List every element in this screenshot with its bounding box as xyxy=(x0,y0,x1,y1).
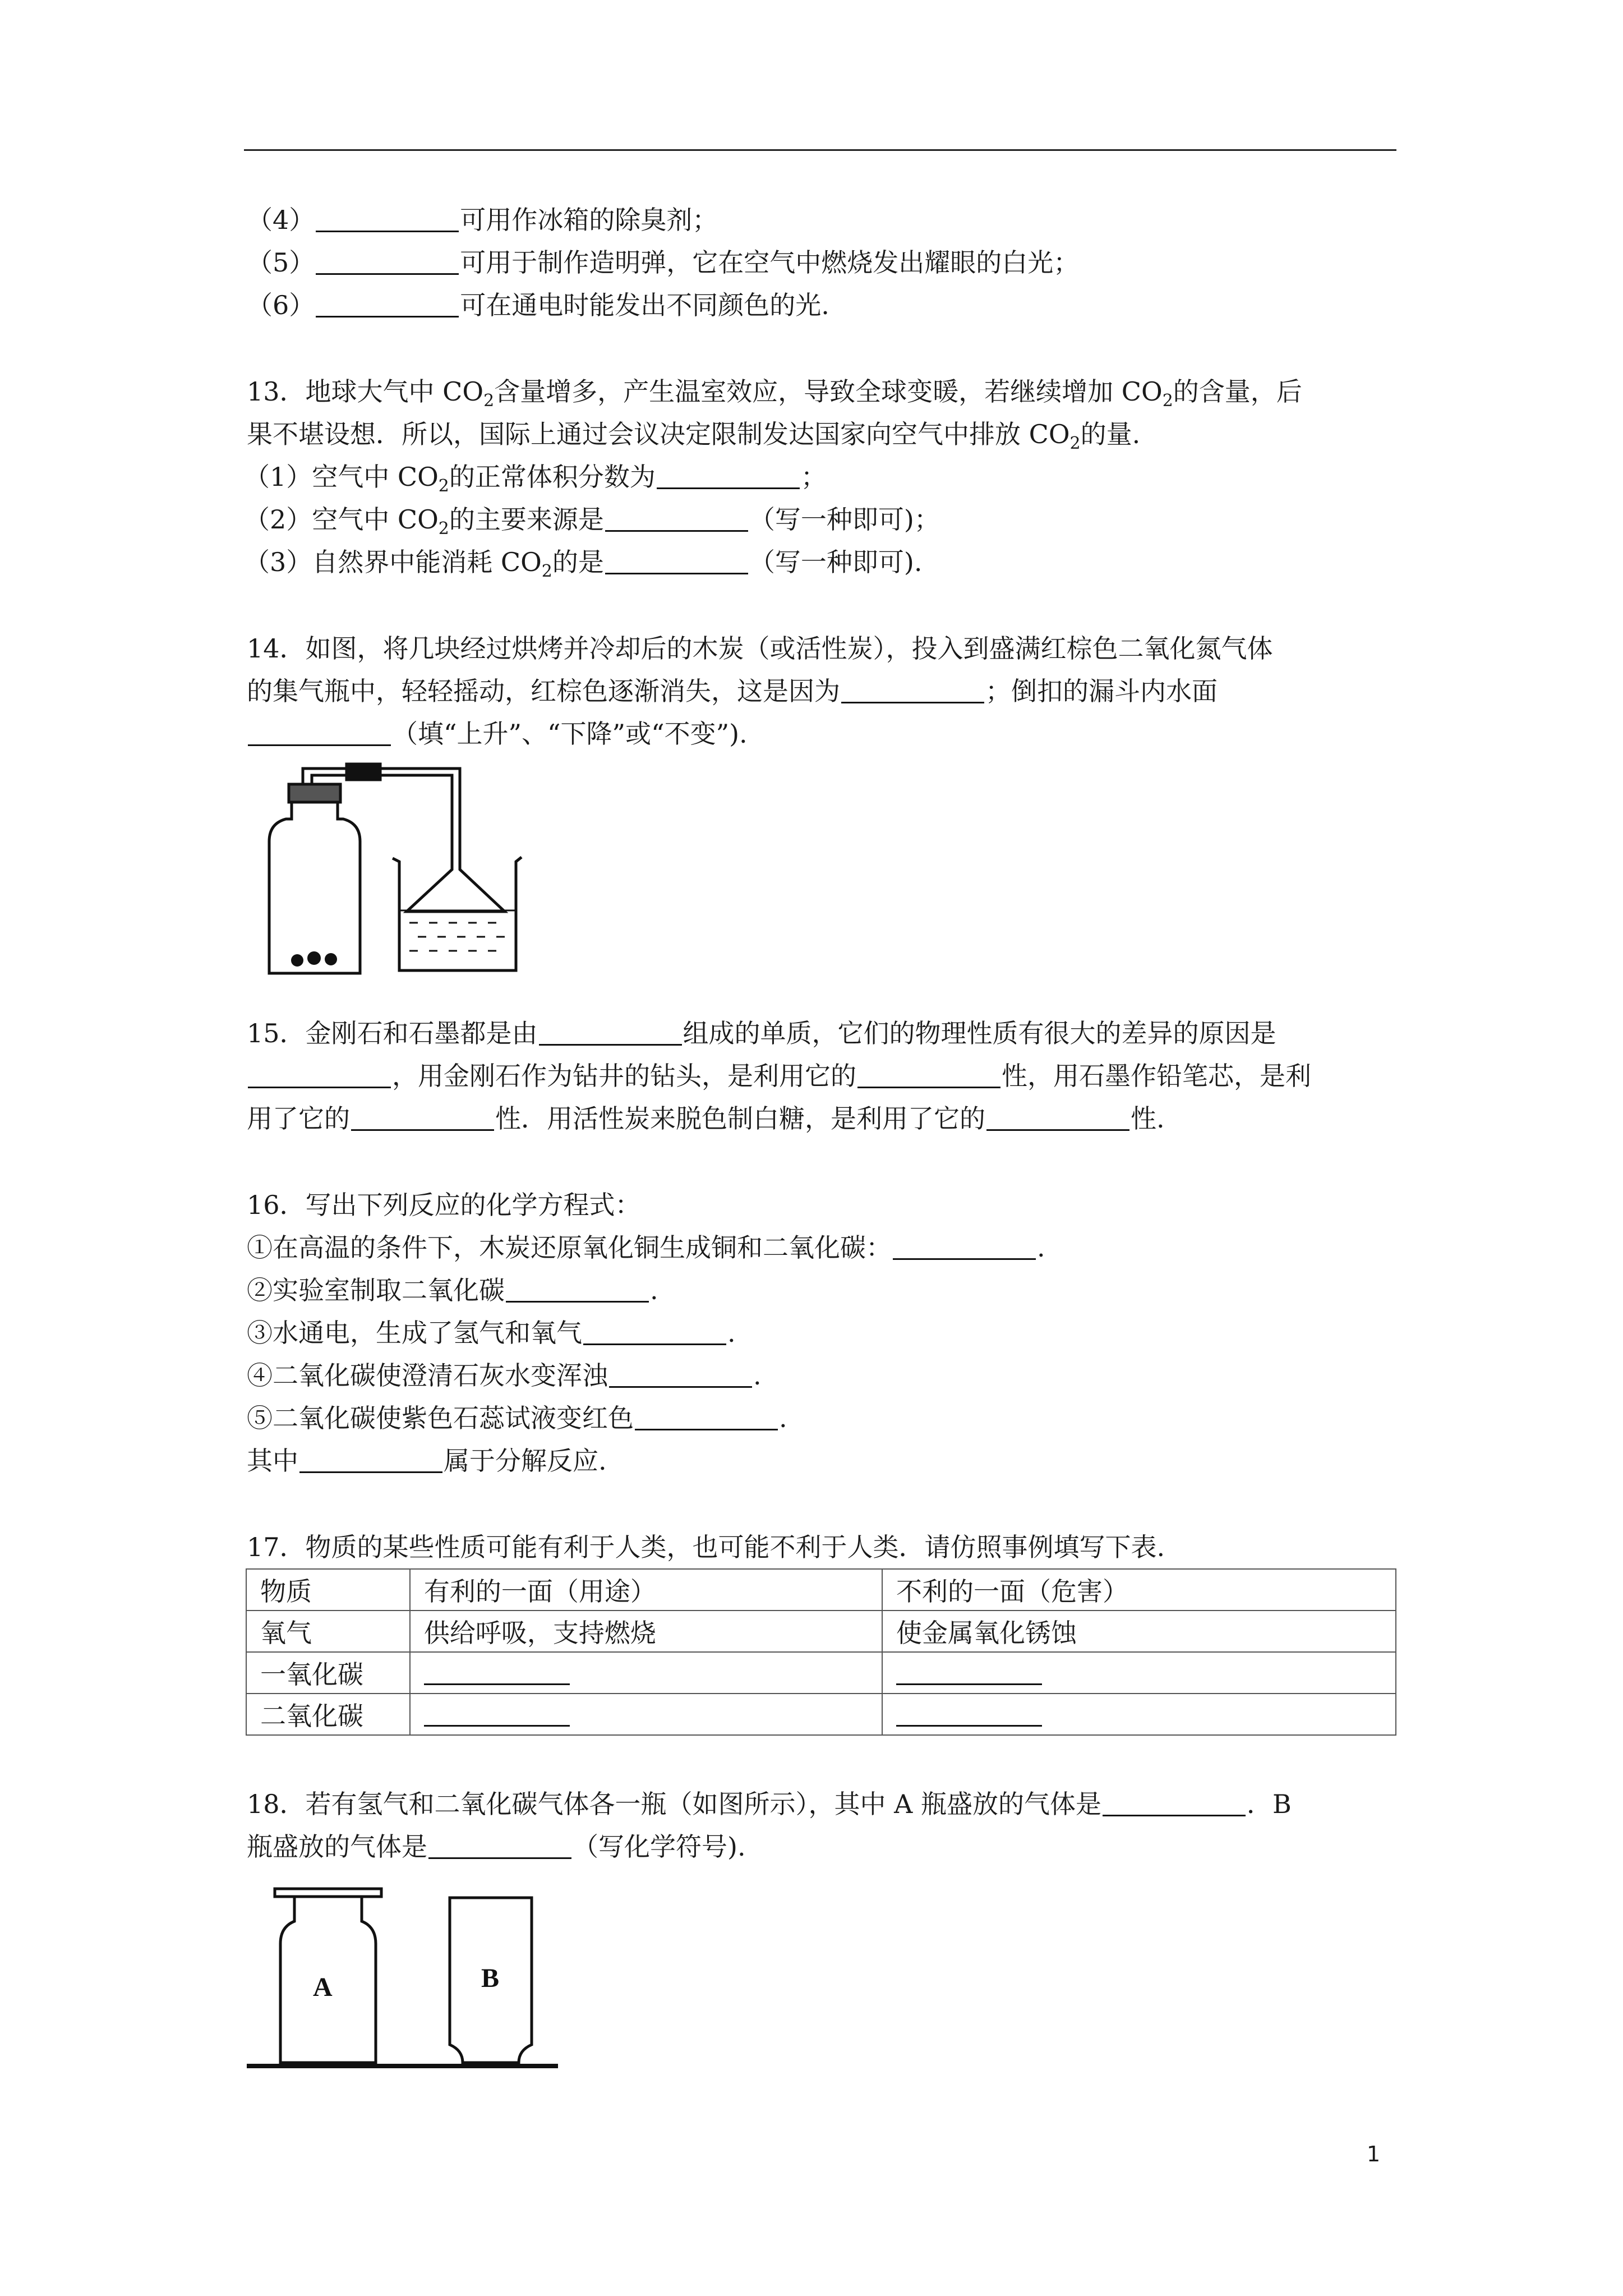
table-row xyxy=(246,1652,1396,1694)
answer-blank[interactable] xyxy=(316,290,459,318)
q16-reaction-1: ①在高温的条件下，木炭还原氧化铜生成铜和二氧化碳： . xyxy=(247,1232,1045,1263)
q15-text-line-1: 15．金刚石和石墨都是由 组成的单质，它们的物理性质有很大的差异的原因是 xyxy=(247,1018,1276,1048)
answer-blank[interactable] xyxy=(1103,1789,1246,1816)
q16-reaction-4: ④二氧化碳使澄清石灰水变浑浊 . xyxy=(247,1360,762,1391)
answer-blank[interactable] xyxy=(428,1832,571,1859)
bottle-b-label: B xyxy=(481,1963,500,1993)
page-number: 1 xyxy=(1367,2142,1381,2166)
q13-item-2: （2）空气中 $CO_2$的主要来源是 （写一种即可)； xyxy=(244,504,940,539)
q15-text-line-2: ，用金刚石作为钻井的钻头，是利用它的 性，用石墨作铅笔芯，是利 xyxy=(247,1059,1311,1093)
q18-text-line-1: 18．若有氢气和二氧化碳气体各一瓶（如图所示），其中 A 瓶盛放的气体是 ．B xyxy=(247,1789,1292,1819)
answer-blank[interactable] xyxy=(424,1661,570,1685)
answer-blank[interactable] xyxy=(896,1703,1042,1727)
answer-blank[interactable] xyxy=(893,1232,1036,1260)
answer-blank[interactable] xyxy=(351,1103,494,1131)
answer-blank[interactable] xyxy=(857,1061,1000,1088)
table-row xyxy=(246,1611,1396,1652)
q16-reaction-2: ②实验室制取二氧化碳 . xyxy=(247,1275,658,1305)
q14-apparatus-figure xyxy=(241,752,533,976)
answer-blank[interactable] xyxy=(248,1061,391,1088)
table-cell: 一氧化碳 xyxy=(246,1652,410,1694)
q16-reaction-5: ⑤二氧化碳使紫色石蕊试液变红色 . xyxy=(247,1403,787,1433)
q12-item-5: （5） 可用于制作造明弹，它在空气中燃烧发出耀眼的白光； xyxy=(247,247,1080,278)
q15-text-line-3: 用了它的 性．用活性炭来脱色制白糖，是利用了它的 性. xyxy=(247,1103,1165,1134)
answer-blank[interactable] xyxy=(248,719,391,746)
q17-table xyxy=(246,1568,1396,1736)
table-cell xyxy=(882,1694,1396,1735)
answer-blank[interactable] xyxy=(635,1403,778,1430)
q16-decomposition: 其中 属于分解反应. xyxy=(247,1446,607,1476)
answer-blank[interactable] xyxy=(896,1661,1042,1685)
q18-text-line-2: 瓶盛放的气体是 （写化学符号). xyxy=(247,1832,746,1862)
q12-item-4: （4） 可用作冰箱的除臭剂； xyxy=(247,205,718,235)
q13-text-line-2: 果不堪设想．所以，国际上通过会议决定限制发达国家向空气中排放 $CO_2$的量. xyxy=(247,419,1141,453)
q13-item-1: （1）空气中 $CO_2$的正常体积分数为 ； xyxy=(244,462,827,496)
q16-reaction-3: ③水通电，生成了氢气和氧气 . xyxy=(247,1318,736,1348)
answer-blank[interactable] xyxy=(299,1446,442,1473)
answer-blank[interactable] xyxy=(316,205,459,232)
bottle-a-label: A xyxy=(313,1972,333,2002)
answer-blank[interactable] xyxy=(657,462,800,489)
table-header-row xyxy=(246,1569,1396,1611)
table-cell: 供给呼吸，支持燃烧 xyxy=(410,1611,882,1652)
q18-bottles-figure xyxy=(241,1882,566,2078)
answer-blank[interactable] xyxy=(605,547,748,574)
q14-text-line-1: 14．如图，将几块经过烘烤并冷却后的木炭（或活性炭），投入到盛满红棕色二氧化氮气体 xyxy=(247,633,1273,664)
table-cell: 氧气 xyxy=(246,1611,410,1652)
header-rule xyxy=(244,149,1396,151)
table-cell: 二氧化碳 xyxy=(246,1694,410,1735)
answer-blank[interactable] xyxy=(986,1103,1129,1131)
table-cell: 使金属氧化锈蚀 xyxy=(882,1611,1396,1652)
table-header-cell: 物质 xyxy=(246,1569,410,1611)
q12-item-6: （6） 可在通电时能发出不同颜色的光. xyxy=(247,290,829,320)
q17-title: 17．物质的某些性质可能有利于人类，也可能不利于人类．请仿照事例填写下表. xyxy=(247,1532,1165,1562)
answer-blank[interactable] xyxy=(506,1275,649,1303)
answer-blank[interactable] xyxy=(316,247,459,275)
answer-blank[interactable] xyxy=(841,676,984,703)
q13-text-line-1: 13．地球大气中 $CO_2$含量增多，产生温室效应，导致全球变暖，若继续增加 $CO_2$的含量，后 xyxy=(247,376,1302,411)
q13-item-3: （3）自然界中能消耗 $CO_2$的是 （写一种即可). xyxy=(244,547,923,581)
answer-blank[interactable] xyxy=(424,1703,570,1727)
answer-blank[interactable] xyxy=(605,504,748,532)
answer-blank[interactable] xyxy=(539,1018,682,1046)
q14-text-line-2: 的集气瓶中，轻轻摇动，红棕色逐渐消失，这是因为 ；倒扣的漏斗内水面 xyxy=(247,676,1218,706)
table-cell xyxy=(410,1694,882,1735)
table-header-cell: 不利的一面（危害） xyxy=(882,1569,1396,1611)
table-cell xyxy=(882,1652,1396,1694)
table-header-cell: 有利的一面（用途） xyxy=(410,1569,882,1611)
table-cell xyxy=(410,1652,882,1694)
answer-blank[interactable] xyxy=(609,1360,752,1388)
answer-blank[interactable] xyxy=(583,1318,726,1345)
q16-title: 16．写出下列反应的化学方程式： xyxy=(247,1190,641,1220)
table-row xyxy=(246,1694,1396,1735)
q14-text-line-3: （填“上升”、“下降”或“不变”). xyxy=(247,717,748,751)
